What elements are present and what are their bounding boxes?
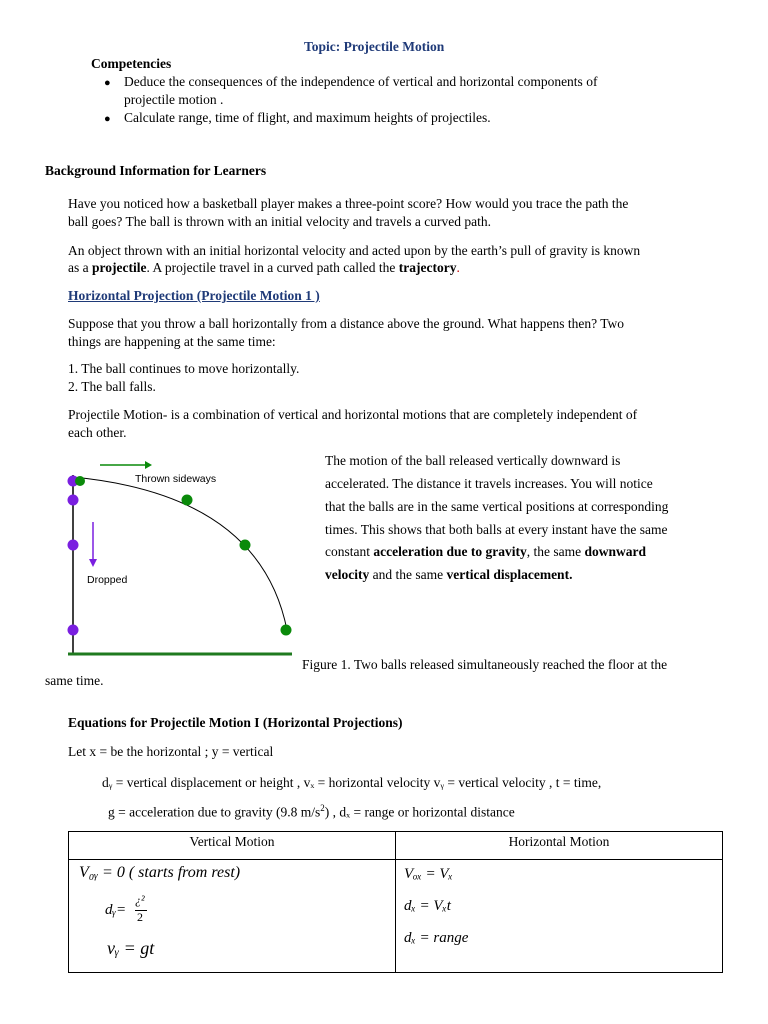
side-text-line: accelerated. The distance it travels increases. You will notice [325,476,653,491]
text-run: g = acceleration due to gravity (9.8 m/s [108,804,321,820]
table-header-row [69,832,723,860]
equation-vox: Vₒₓ = Vₓ [404,866,453,882]
equation-dx: dₓ = Vₓt [404,898,451,914]
equation-dy-denominator: 2 [137,910,143,924]
side-text-line [325,567,572,583]
let-line: Let x = be the horizontal ; y = vertical [68,744,274,759]
figure-caption-cont: same time. [45,673,104,688]
table-row [69,860,723,973]
text-run: vertical displacement. [446,567,573,582]
equation-dx-range: dₓ = range [404,930,469,946]
purple-ball [68,540,79,551]
green-ball [281,625,292,636]
dropped-label: Dropped [87,574,128,586]
bullet-icon: ● [104,77,111,89]
text-run: velocity [325,567,370,582]
equation-vy: vᵧ = gt [107,938,155,958]
projectile-figure [60,455,300,660]
paragraph-line: An object thrown with an initial horizontal velocity and acted upon by the earth’s pull of gravity is known [68,243,641,258]
page-title: Topic: Projectile Motion [304,39,445,54]
green-ball [240,540,251,551]
superscript: 2 [320,803,325,813]
figure-caption: Figure 1. Two balls released simultaneously reached the floor at the [302,657,668,672]
horizontal-projection-heading: Horizontal Projection (Projectile Motion 1 ) [68,288,320,303]
list-item: 1. The ball continues to move horizontally. [68,361,300,376]
text-run: ) , dₓ = range or horizontal distance [324,804,515,820]
side-text-line: The motion of the ball released vertically downward is [325,453,621,468]
purple-ball [68,625,79,636]
equation-dy-numerator: ¿² [135,893,145,907]
green-ball [75,476,85,486]
definitions-line [108,803,515,821]
definitions-line: dᵧ = vertical displacement or height , vₓ = horizontal velocity vᵧ = vertical velocity , t = time, [102,775,602,790]
competency-item-1: Deduce the consequences of the independence of vertical and horizontal components of [124,74,598,89]
side-text-line [325,544,646,560]
text-run: as a [68,260,92,275]
dropped-arrow-head [89,559,97,567]
text-run: acceleration due to gravity [373,544,527,559]
text-run: , the same [526,544,585,559]
green-ball [182,495,193,506]
paragraph-line [68,260,460,276]
equation-v0y: V₀ᵧ = 0 ( starts from rest) [79,864,241,881]
competency-item-1-cont: projectile motion . [124,92,224,107]
purple-ball [68,495,79,506]
term-trajectory: trajectory [398,260,457,275]
paragraph-line: Projectile Motion- is a combination of vertical and horizontal motions that are completely independent of [68,407,638,422]
side-text-line: that the balls are in the same vertical positions at corresponding [325,499,669,514]
thrown-label: Thrown sideways [135,473,217,485]
side-text-line: times. This shows that both balls at every instant have the same [325,522,668,537]
text-run: . A projectile travel in a curved path called the [146,260,399,275]
term-projectile: projectile [92,260,147,275]
competency-item-2: Calculate range, time of flight, and maximum heights of projectiles. [124,110,491,125]
motion-equations-table [68,831,723,973]
text-run: downward [584,544,646,559]
background-heading: Background Information for Learners [45,163,267,178]
equations-heading: Equations for Projectile Motion I (Horizontal Projections) [68,715,403,730]
table-header-vertical: Vertical Motion [69,832,396,860]
paragraph-line: things are happening at the same time: [68,334,276,349]
text-run: constant [325,544,374,559]
horizontal-motion-cell [396,860,723,973]
paragraph-line: each other. [68,425,127,440]
competencies-heading: Competencies [91,56,172,71]
paragraph-line: Suppose that you throw a ball horizontally from a distance above the ground. What happens then? Two [68,316,625,331]
paragraph-line: Have you noticed how a basketball player makes a three-point score? How would you trace the path the [68,196,629,211]
trajectory-curve [73,477,287,630]
table-header-horizontal: Horizontal Motion [396,832,723,860]
text-run: and the same [369,567,447,582]
list-item: 2. The ball falls. [68,379,156,394]
paragraph-line: ball goes? The ball is thrown with an initial velocity and travels a curved path. [68,214,492,229]
text-run: . [456,260,460,275]
vertical-motion-cell [69,860,396,973]
equation-dy-lhs: dᵧ= [105,902,127,918]
thrown-arrow-head [145,461,152,469]
bullet-icon: ● [104,113,111,125]
